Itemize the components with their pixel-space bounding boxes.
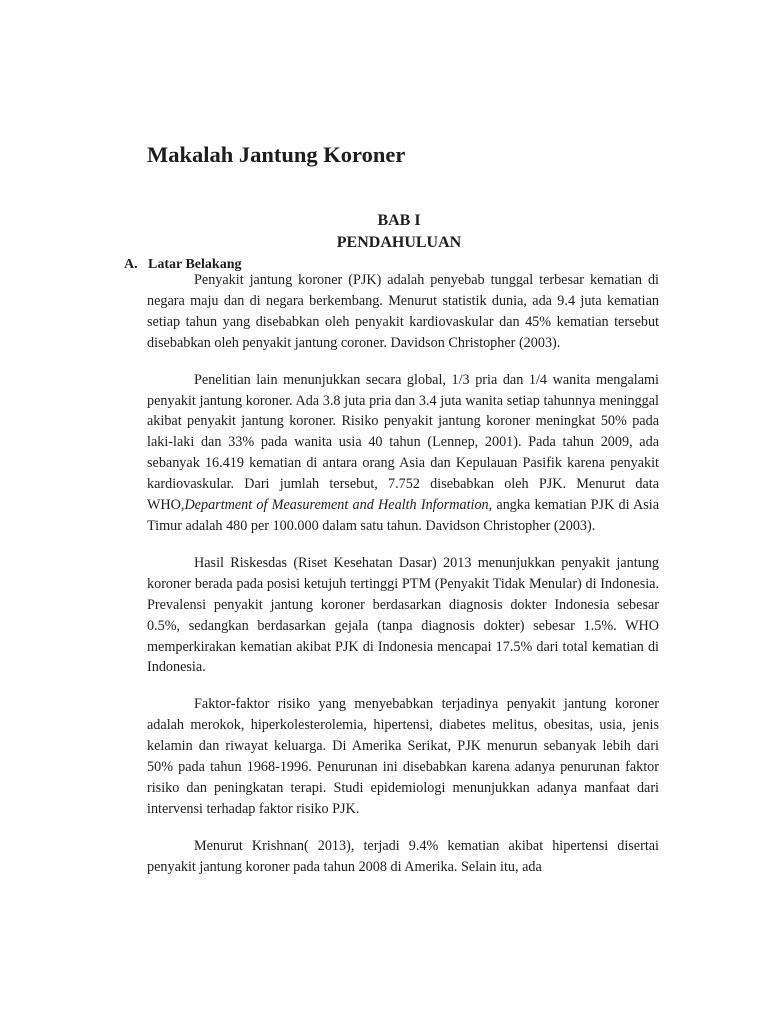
paragraph-3: Hasil Riskesdas (Riset Kesehatan Dasar) 2013 menunjukkan penyakit jantung koroner berada pada posisi ketujuh tertinggi PTM (Penyakit Tidak Menular) di Indonesia. Prevalensi penyakit jantung koroner berdasarkan diagnosis dokter Indonesia sebesar 0.5%, sedangkan berdasarkan gejala (tanpa diagnosis dokter) sebesar 1.5%. WHO memperkirakan kematian akibat PJK di Indonesia mencapai 17.5% dari total kematian di Indonesia. [147,554,659,676]
chapter-title: PENDAHULUAN [336,234,462,251]
paragraph-1: Penyakit jantung koroner (PJK) adalah penyebab tunggal terbesar kematian di negara maju dan di negara berkembang. Menurut statistik dunia, ada 9.4 juta kematian setiap tahun yang disebabkan oleh penyakit kardiovaskular dan 45% kematian tersebut disebabkan oleh penyakit jantung coroner. Davidson Christopher (2003). [147,272,659,351]
body-text [147,270,659,894]
section-letter: A. [124,257,138,272]
paragraph-5: Menurut Krishnan( 2013), terjadi 9.4% kematian akibat hipertensi disertai penyakit jantung koroner pada tahun 2008 di Amerika. Selain itu, ada [147,837,659,875]
paragraph-2 [147,370,659,537]
paragraph-4: Faktor-faktor risiko yang menyebabkan terjadinya penyakit jantung koroner adalah merokok, hiperkolesterolemia, hipertensi, diabetes melitus, obesitas, usia, jenis kelamin dan riwayat keluarga. Di Amerika Serikat, PJK menurun sebanyak lebih dari 50% pada tahun 1968-1996. Penurunan ini disebabkan karena adanya penurunan faktor risiko dan peningkatan terapi. Studi epidemiologi menunjukkan adanya manfaat dari intervensi terhadap faktor risiko PJK. [147,696,659,817]
chapter-number: BAB I [377,212,421,229]
section-title: Latar Belakang [148,257,242,272]
paragraph-2-italic-source: Department of Measurement and Health Information, [184,497,493,514]
paragraph-2-text-end: angka kematian PJK di Asia Timur adalah 480 per 100.000 dalam satu tahun. Davidson Christopher (2003). [147,497,659,534]
document-title: Makalah Jantung Koroner [147,142,406,167]
paragraph-2-text-start: Penelitian lain menunjukkan secara global, 1/3 pria dan 1/4 wanita mengalami penyakit jantung koroner. Ada 3.8 juta pria dan 3.4 juta wanita setiap tahunnya meninggal akibat penyakit jantung koroner. Risiko penyakit jantung koroner meningkat 50% pada laki-laki dan 33% pada wanita usia 40 tahun (Lennep, 2001). Pada tahun 2009, ada sebanyak 16.419 kematian di antara orang Asia dan Kepulauan Pasifik karena penyakit kardiovaskular. Dari jumlah tersebut, 7.752 disebabkan oleh PJK. Menurut data WHO, [147,371,659,514]
